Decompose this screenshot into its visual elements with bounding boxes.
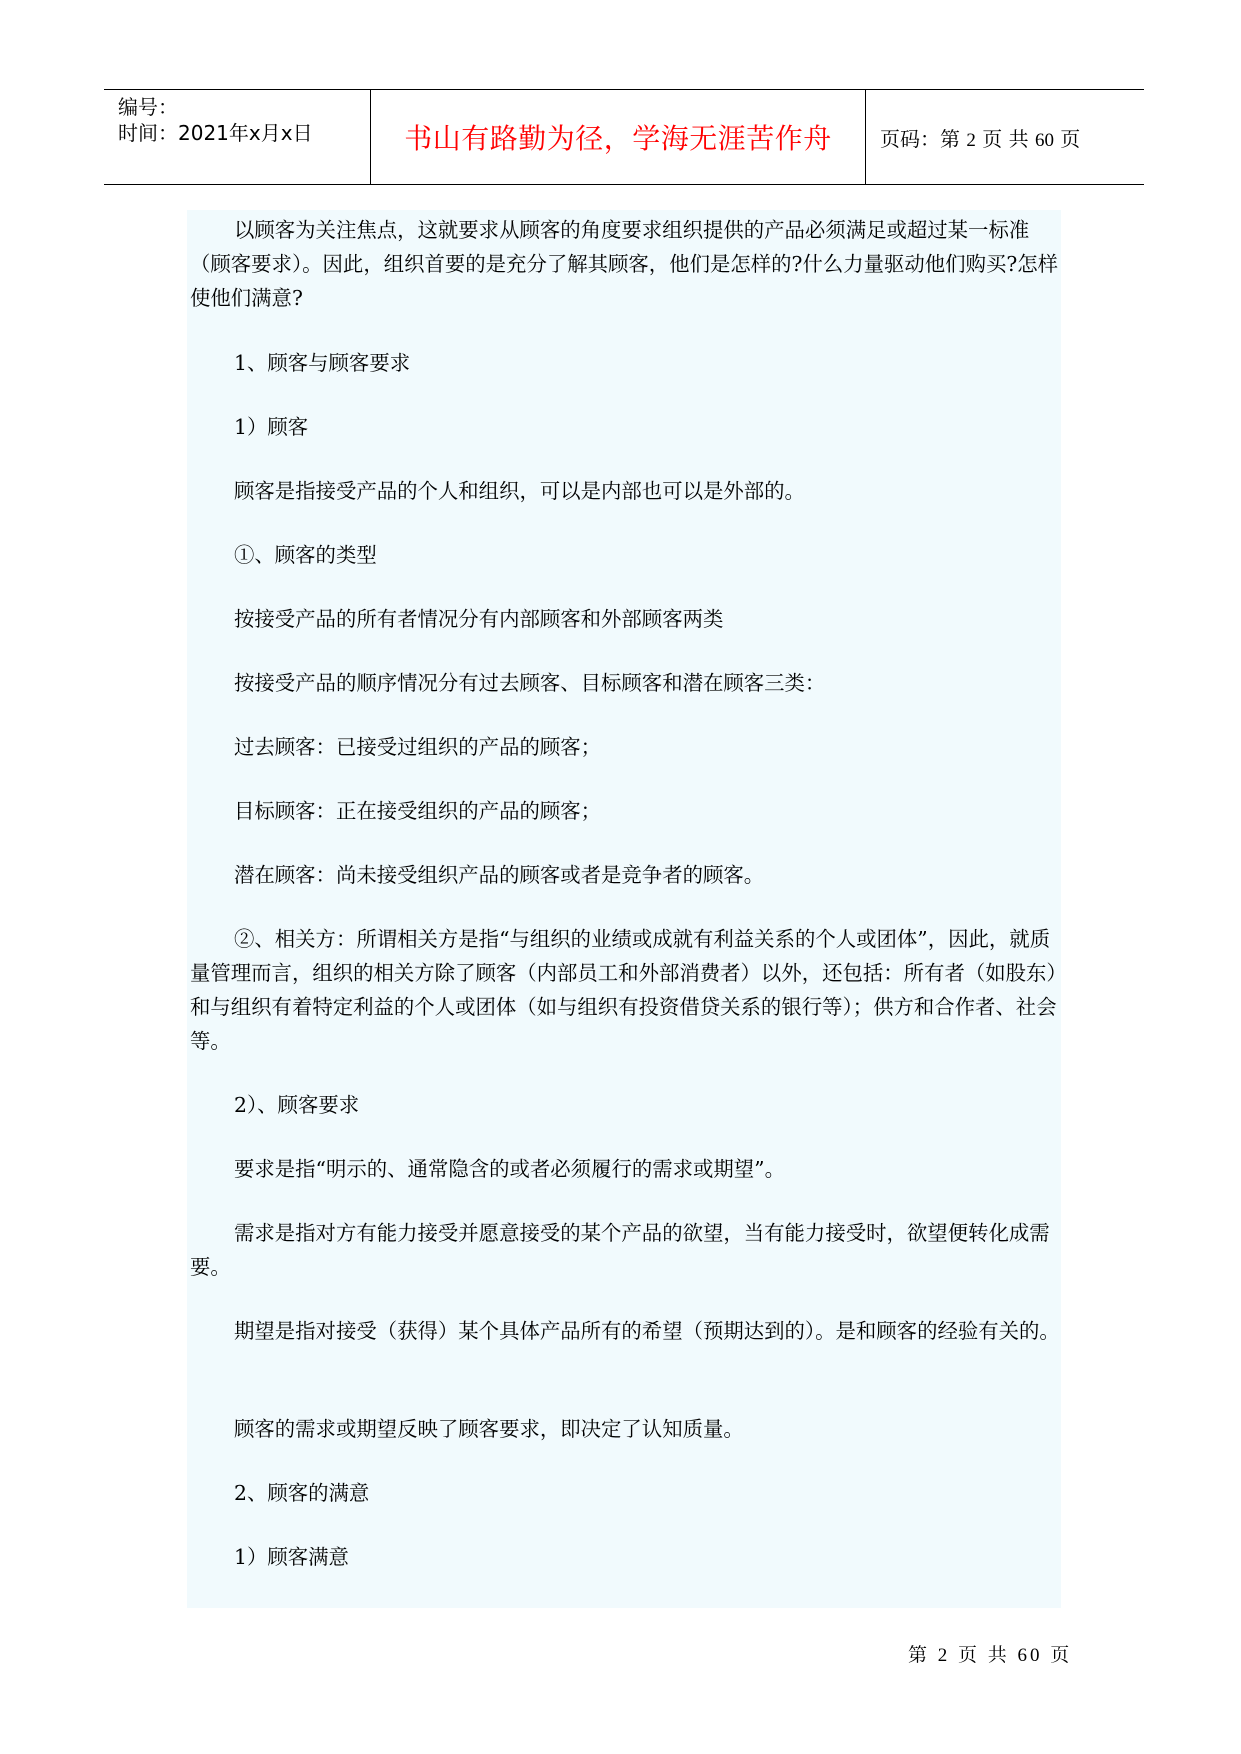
paragraph-need-definition: 需求是指对方有能力接受并愿意接受的某个产品的欲望，当有能力接受时，欲望便转化成需要。 [190, 1221, 1050, 1279]
header-info-cell [104, 90, 369, 184]
heading-customer: 1）顾客 [234, 415, 309, 439]
paragraph-past-customer: 过去顾客：已接受过组织的产品的顾客； [234, 735, 602, 759]
paragraph-requirement-definition: 要求是指“明示的、通常隐含的或者必须履行的需求或期望”。 [234, 1157, 786, 1181]
document-number-label: 编号： [118, 95, 178, 119]
heading-customer-needs: 2）、顾客要求 [234, 1093, 360, 1117]
header-page-info [866, 123, 1080, 152]
heading-satisfaction-sub: 1）顾客满意 [234, 1545, 349, 1569]
page-header [104, 89, 1144, 185]
header-motto: 书山有路勤为径，学海无涯苦作舟 [404, 122, 832, 155]
paragraph-stakeholders: ②、相关方：所谓相关方是指“与组织的业绩或成就有利益关系的个人或团体”，因此，就质量管理而言，组织的相关方除了顾客（内部员工和外部消费者）以外，还包括：所有者（如股东）和与组织有着特定利益的个人或团体（如与组织有投资借贷关系的银行等）；供方和合作者、社会等。 [190, 927, 1057, 1053]
page-total: 60 [1034, 129, 1054, 151]
paragraph-potential-customer: 潜在顾客：尚未接受组织产品的顾客或者是竞争者的顾客。 [234, 863, 765, 887]
paragraph-perceived-quality: 顾客的需求或期望反映了顾客要求，即决定了认知质量。 [234, 1417, 744, 1441]
paragraph-order-types: 按接受产品的顺序情况分有过去顾客、目标顾客和潜在顾客三类： [234, 671, 826, 695]
heading-customer-satisfaction: 2、顾客的满意 [234, 1481, 370, 1505]
paragraph-owner-types: 按接受产品的所有者情况分有内部顾客和外部顾客两类 [234, 607, 724, 631]
heading-customer-types: ①、顾客的类型 [234, 543, 377, 567]
page-end-label: 页 [1060, 126, 1081, 151]
page-footer: 第 2 页 共 60 页 [908, 1645, 1073, 1666]
page-label: 页码：第 [880, 126, 960, 151]
header-motto-cell [370, 90, 866, 184]
paragraph-expectation-definition: 期望是指对接受（获得）某个具体产品所有的希望（预期达到的）。是和顾客的经验有关的。 [234, 1319, 1060, 1343]
paragraph-target-customer: 目标顾客：正在接受组织的产品的顾客； [234, 799, 602, 823]
document-time-label: 时间：2021年x月x日 [118, 121, 313, 145]
page-current: 2 [966, 129, 976, 151]
page-mid-label: 页 共 [982, 126, 1029, 151]
header-page-cell [866, 90, 1144, 184]
heading-customer-requirements: 1、顾客与顾客要求 [234, 351, 411, 375]
document-body [187, 210, 1061, 1608]
paragraph-intro: 以顾客为关注焦点，这就要求从顾客的角度要求组织提供的产品必须满足或超过某一标准（顾客要求）。因此，组织首要的是充分了解其顾客，他们是怎样的?什么力量驱动他们购买?怎样使他们满意? [190, 218, 1059, 310]
paragraph-customer-definition: 顾客是指接受产品的个人和组织，可以是内部也可以是外部的。 [234, 479, 805, 503]
